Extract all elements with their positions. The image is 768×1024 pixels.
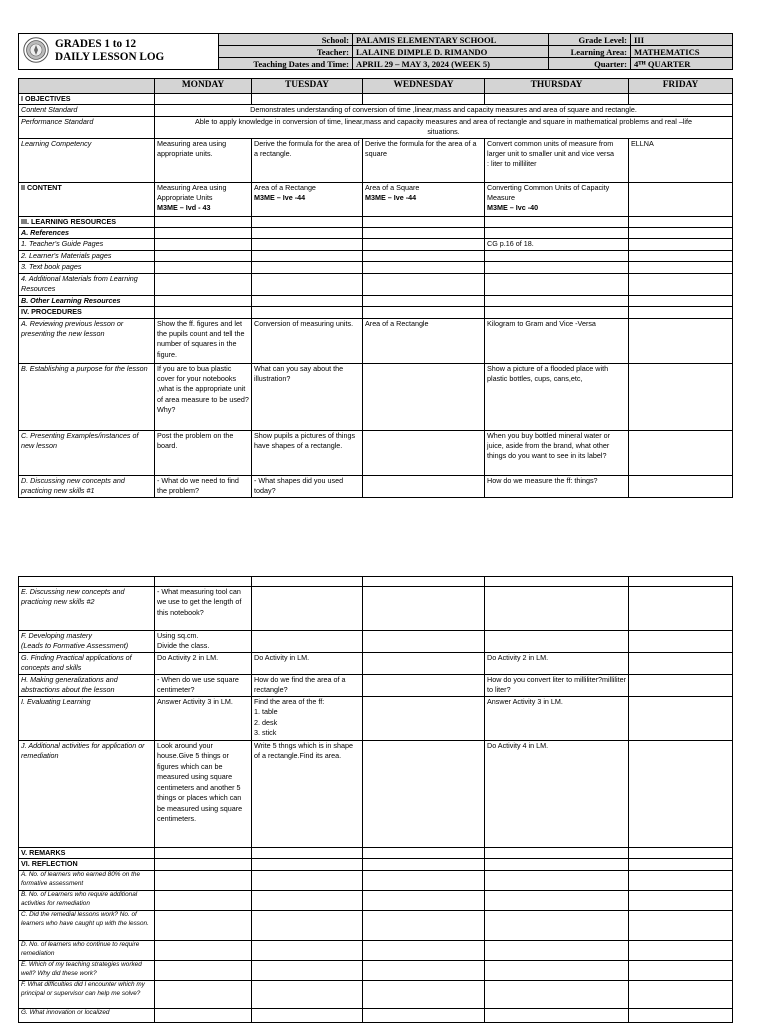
content-thursday — [485, 182, 629, 216]
procedure-j-wednesday — [363, 741, 485, 848]
procedure-e-tuesday — [252, 587, 363, 631]
procedure-b-monday: If you are to bua plastic cover for your notebooks ,what is the appropriate unit of area measure to be used?Why? — [155, 363, 252, 430]
reflection-item-f: F. What difficulties did I encounter which my principal or supervisor can help me solve? — [19, 980, 155, 1008]
textbook-label: 3. Text book pages — [19, 262, 155, 273]
procedure-a-thursday: Kilogram to Gram and Vice -Versa — [485, 318, 629, 363]
learning-area-value: MATHEMATICS — [631, 46, 733, 58]
learning-area-label: Learning Area: — [549, 46, 631, 58]
quarter-label: Quarter: — [549, 58, 631, 70]
quarter-value: 4ᵀᴴ QUARTER — [631, 58, 733, 70]
teachers-guide-thursday: CG p.16 of 18. — [485, 239, 629, 250]
content-topic: Area of a Square — [365, 182, 420, 192]
content-code: M3ME – Ive -44 — [365, 192, 417, 202]
procedure-c-friday — [629, 430, 733, 475]
objectives-heading: I OBJECTIVES — [19, 93, 155, 104]
procedure-d-tuesday: - What shapes did you used today? — [252, 475, 363, 497]
procedure-j-thursday: Do Activity 4 in LM. — [485, 741, 629, 848]
procedure-g-friday — [629, 653, 733, 675]
day-thursday: THURSDAY — [485, 79, 629, 94]
additional-materials-label: 4. Additional Materials from Learning Resources — [19, 273, 155, 295]
reflection-item-b: B. No. of Learners who require additional activities for remediation — [19, 890, 155, 910]
content-topic: Area of a Rectange — [254, 182, 316, 192]
procedure-e-label: E. Discussing new concepts and practicing new skills #2 — [19, 587, 155, 631]
lesson-log-table-continued — [18, 576, 733, 1023]
content-code: M3ME – Ivd - 43 — [157, 203, 211, 213]
procedure-g-tuesday: Do Activity in LM. — [252, 653, 363, 675]
grade-level-label: Grade Level: — [549, 34, 631, 46]
procedure-c-wednesday — [363, 430, 485, 475]
procedure-h-label: H. Making generalizations and abstractions about the lesson — [19, 675, 155, 697]
reflection-heading: VI. REFLECTION — [19, 859, 155, 870]
reflection-item-g: G. What innovation or localized — [19, 1008, 155, 1022]
procedure-c-label: C. Presenting Examples/instances of new lesson — [19, 430, 155, 475]
procedure-b-friday — [629, 363, 733, 430]
procedure-e-thursday — [485, 587, 629, 631]
procedure-i-label: I. Evaluating Learning — [19, 697, 155, 741]
procedure-g-label: G. Finding Practical applications of concepts and skills — [19, 653, 155, 675]
title-line-2: DAILY LESSON LOG — [55, 51, 165, 63]
procedure-c-tuesday: Show pupils a pictures of things have shapes of a rectangle. — [252, 430, 363, 475]
reflection-item-a: A. No. of learners who earned 80% on the formative assessment — [19, 870, 155, 890]
resources-heading: III. LEARNING RESOURCES — [19, 216, 155, 227]
day-friday: FRIDAY — [629, 79, 733, 94]
procedure-b-label: B. Establishing a purpose for the lesson — [19, 363, 155, 430]
remarks-heading: V. REMARKS — [19, 848, 155, 859]
other-resources-label: B. Other Learning Resources — [19, 295, 155, 306]
procedure-h-monday: - When do we use square centimeter? — [155, 675, 252, 697]
references-label: A. References — [19, 227, 155, 238]
content-friday — [629, 182, 733, 216]
procedure-a-tuesday: Conversion of measuring units. — [252, 318, 363, 363]
day-monday: MONDAY — [155, 79, 252, 94]
procedure-i-thursday: Answer Activity 3 in LM. — [485, 697, 629, 741]
competency-friday: ELLNA — [629, 138, 733, 182]
content-heading: II CONTENT — [19, 182, 155, 216]
procedure-d-friday — [629, 475, 733, 497]
competency-wednesday: Derive the formula for the area of a square — [363, 138, 485, 182]
procedure-f-monday: Using sq.cm. Divide the class. — [155, 631, 252, 653]
content-tuesday — [252, 182, 363, 216]
procedure-e-wednesday — [363, 587, 485, 631]
document-title — [55, 38, 164, 64]
competency-tuesday: Derive the formula for the area of a rectangle. — [252, 138, 363, 182]
competency-thursday: Convert common units of measure from larger unit to smaller unit and vice versa : liter to milliliter — [485, 138, 629, 182]
teacher-value: LALAINE DIMPLE D. RIMANDO — [353, 46, 549, 58]
lesson-log-table — [18, 78, 733, 498]
dates-label: Teaching Dates and Time: — [219, 58, 353, 70]
procedure-i-monday: Answer Activity 3 in LM. — [155, 697, 252, 741]
school-label: School: — [219, 34, 353, 46]
procedure-g-wednesday — [363, 653, 485, 675]
procedure-h-thursday: How do you convert liter to milliliter?milliliter to liter? — [485, 675, 629, 697]
dates-value: APRIL 29 – MAY 3, 2024 (WEEK 5) — [353, 58, 549, 70]
reflection-item-d: D. No. of learners who continue to require remediation — [19, 940, 155, 960]
procedure-d-monday: - What do we need to find the problem? — [155, 475, 252, 497]
procedure-a-label: A. Reviewing previous lesson or presenting the new lesson — [19, 318, 155, 363]
title-line-1: GRADES 1 to 12 — [55, 38, 137, 50]
procedure-a-friday — [629, 318, 733, 363]
grade-level-value: III — [631, 34, 733, 46]
content-standard-label: Content Standard — [19, 105, 155, 116]
procedure-h-tuesday: How do we find the area of a rectangle? — [252, 675, 363, 697]
content-code: M3ME – Ive -44 — [254, 192, 306, 202]
teachers-guide-label: 1. Teacher's Guide Pages — [19, 239, 155, 250]
title-block — [19, 34, 219, 70]
procedure-b-thursday: Show a picture of a flooded place with plastic bottles, cups, cans,etc, — [485, 363, 629, 430]
procedure-b-tuesday: What can you say about the illustration? — [252, 363, 363, 430]
procedure-j-label: J. Additional activities for application or remediation — [19, 741, 155, 848]
procedure-i-wednesday — [363, 697, 485, 741]
performance-standard-value: Able to apply knowledge in conversion of time, linear,mass and capacity measures and area of rectangle and square in mathematical problems and real –life situations. — [155, 116, 733, 138]
procedure-i-tuesday: Find the area of the ff: 1. table 2. desk 3. stick — [252, 697, 363, 741]
procedure-f-thursday — [485, 631, 629, 653]
performance-standard-label: Performance Standard — [19, 116, 155, 138]
procedures-heading: IV. PROCEDURES — [19, 307, 155, 318]
procedure-e-friday — [629, 587, 733, 631]
procedure-h-friday — [629, 675, 733, 697]
content-topic: Measuring Area using Appropriate Units — [157, 182, 227, 202]
content-code: M3ME – Ivc -40 — [487, 203, 539, 213]
school-value: PALAMIS ELEMENTARY SCHOOL — [353, 34, 549, 46]
learners-materials-label: 2. Learner's Materials pages — [19, 250, 155, 261]
deped-seal-icon — [23, 37, 49, 63]
content-wednesday — [363, 182, 485, 216]
procedure-j-friday — [629, 741, 733, 848]
content-topic: Converting Common Units of Capacity Measure — [487, 182, 610, 202]
procedure-d-thursday: How do we measure the ff: things? — [485, 475, 629, 497]
procedure-j-monday: Look around your house.Give 5 things or figures which can be measured using square centimeters and another 5 things or places which can be measured using square centimeters. — [155, 741, 252, 848]
procedure-e-monday: - What measuring tool can we use to get the length of this notebook? — [155, 587, 252, 631]
procedure-g-monday: Do Activity 2 in LM. — [155, 653, 252, 675]
procedure-f-friday — [629, 631, 733, 653]
procedure-f-tuesday — [252, 631, 363, 653]
teacher-label: Teacher: — [219, 46, 353, 58]
day-wednesday: WEDNESDAY — [363, 79, 485, 94]
procedure-g-thursday: Do Activity 2 in LM. — [485, 653, 629, 675]
procedure-d-wednesday — [363, 475, 485, 497]
content-standard-value: Demonstrates understanding of conversion of time ,linear,mass and capacity measures and area of square and rectangle. — [155, 105, 733, 116]
procedure-f-wednesday — [363, 631, 485, 653]
reflection-item-e: E. Which of my teaching strategies worked well? Why did these work? — [19, 960, 155, 980]
procedure-a-wednesday: Area of a Rectangle — [363, 318, 485, 363]
day-header-row — [19, 79, 733, 94]
procedure-b-wednesday — [363, 363, 485, 430]
procedure-c-monday: Post the problem on the board. — [155, 430, 252, 475]
procedure-i-friday — [629, 697, 733, 741]
day-tuesday: TUESDAY — [252, 79, 363, 94]
procedure-j-tuesday: Write 5 thngs which is in shape of a rectangle.Find its area. — [252, 741, 363, 848]
procedure-d-label: D. Discussing new concepts and practicing new skills #1 — [19, 475, 155, 497]
reflection-item-c: C. Did the remedial lessons work? No. of learners who have caught up with the lesson. — [19, 910, 155, 940]
competency-monday: Measuring area using appropriate units. — [155, 138, 252, 182]
procedure-c-thursday: When you buy bottled mineral water or juice, aside from the brand, what other things do you want to see in its label? — [485, 430, 629, 475]
competency-label: Learning Competency — [19, 138, 155, 182]
content-monday — [155, 182, 252, 216]
procedure-a-monday: Show the ff. figures and let the pupils count and tell the number of squares in the figure. — [155, 318, 252, 363]
procedure-f-label: F. Developing mastery (Leads to Formative Assessment) — [19, 631, 155, 653]
header-table — [18, 33, 733, 70]
blank-header — [19, 79, 155, 94]
procedure-h-wednesday — [363, 675, 485, 697]
